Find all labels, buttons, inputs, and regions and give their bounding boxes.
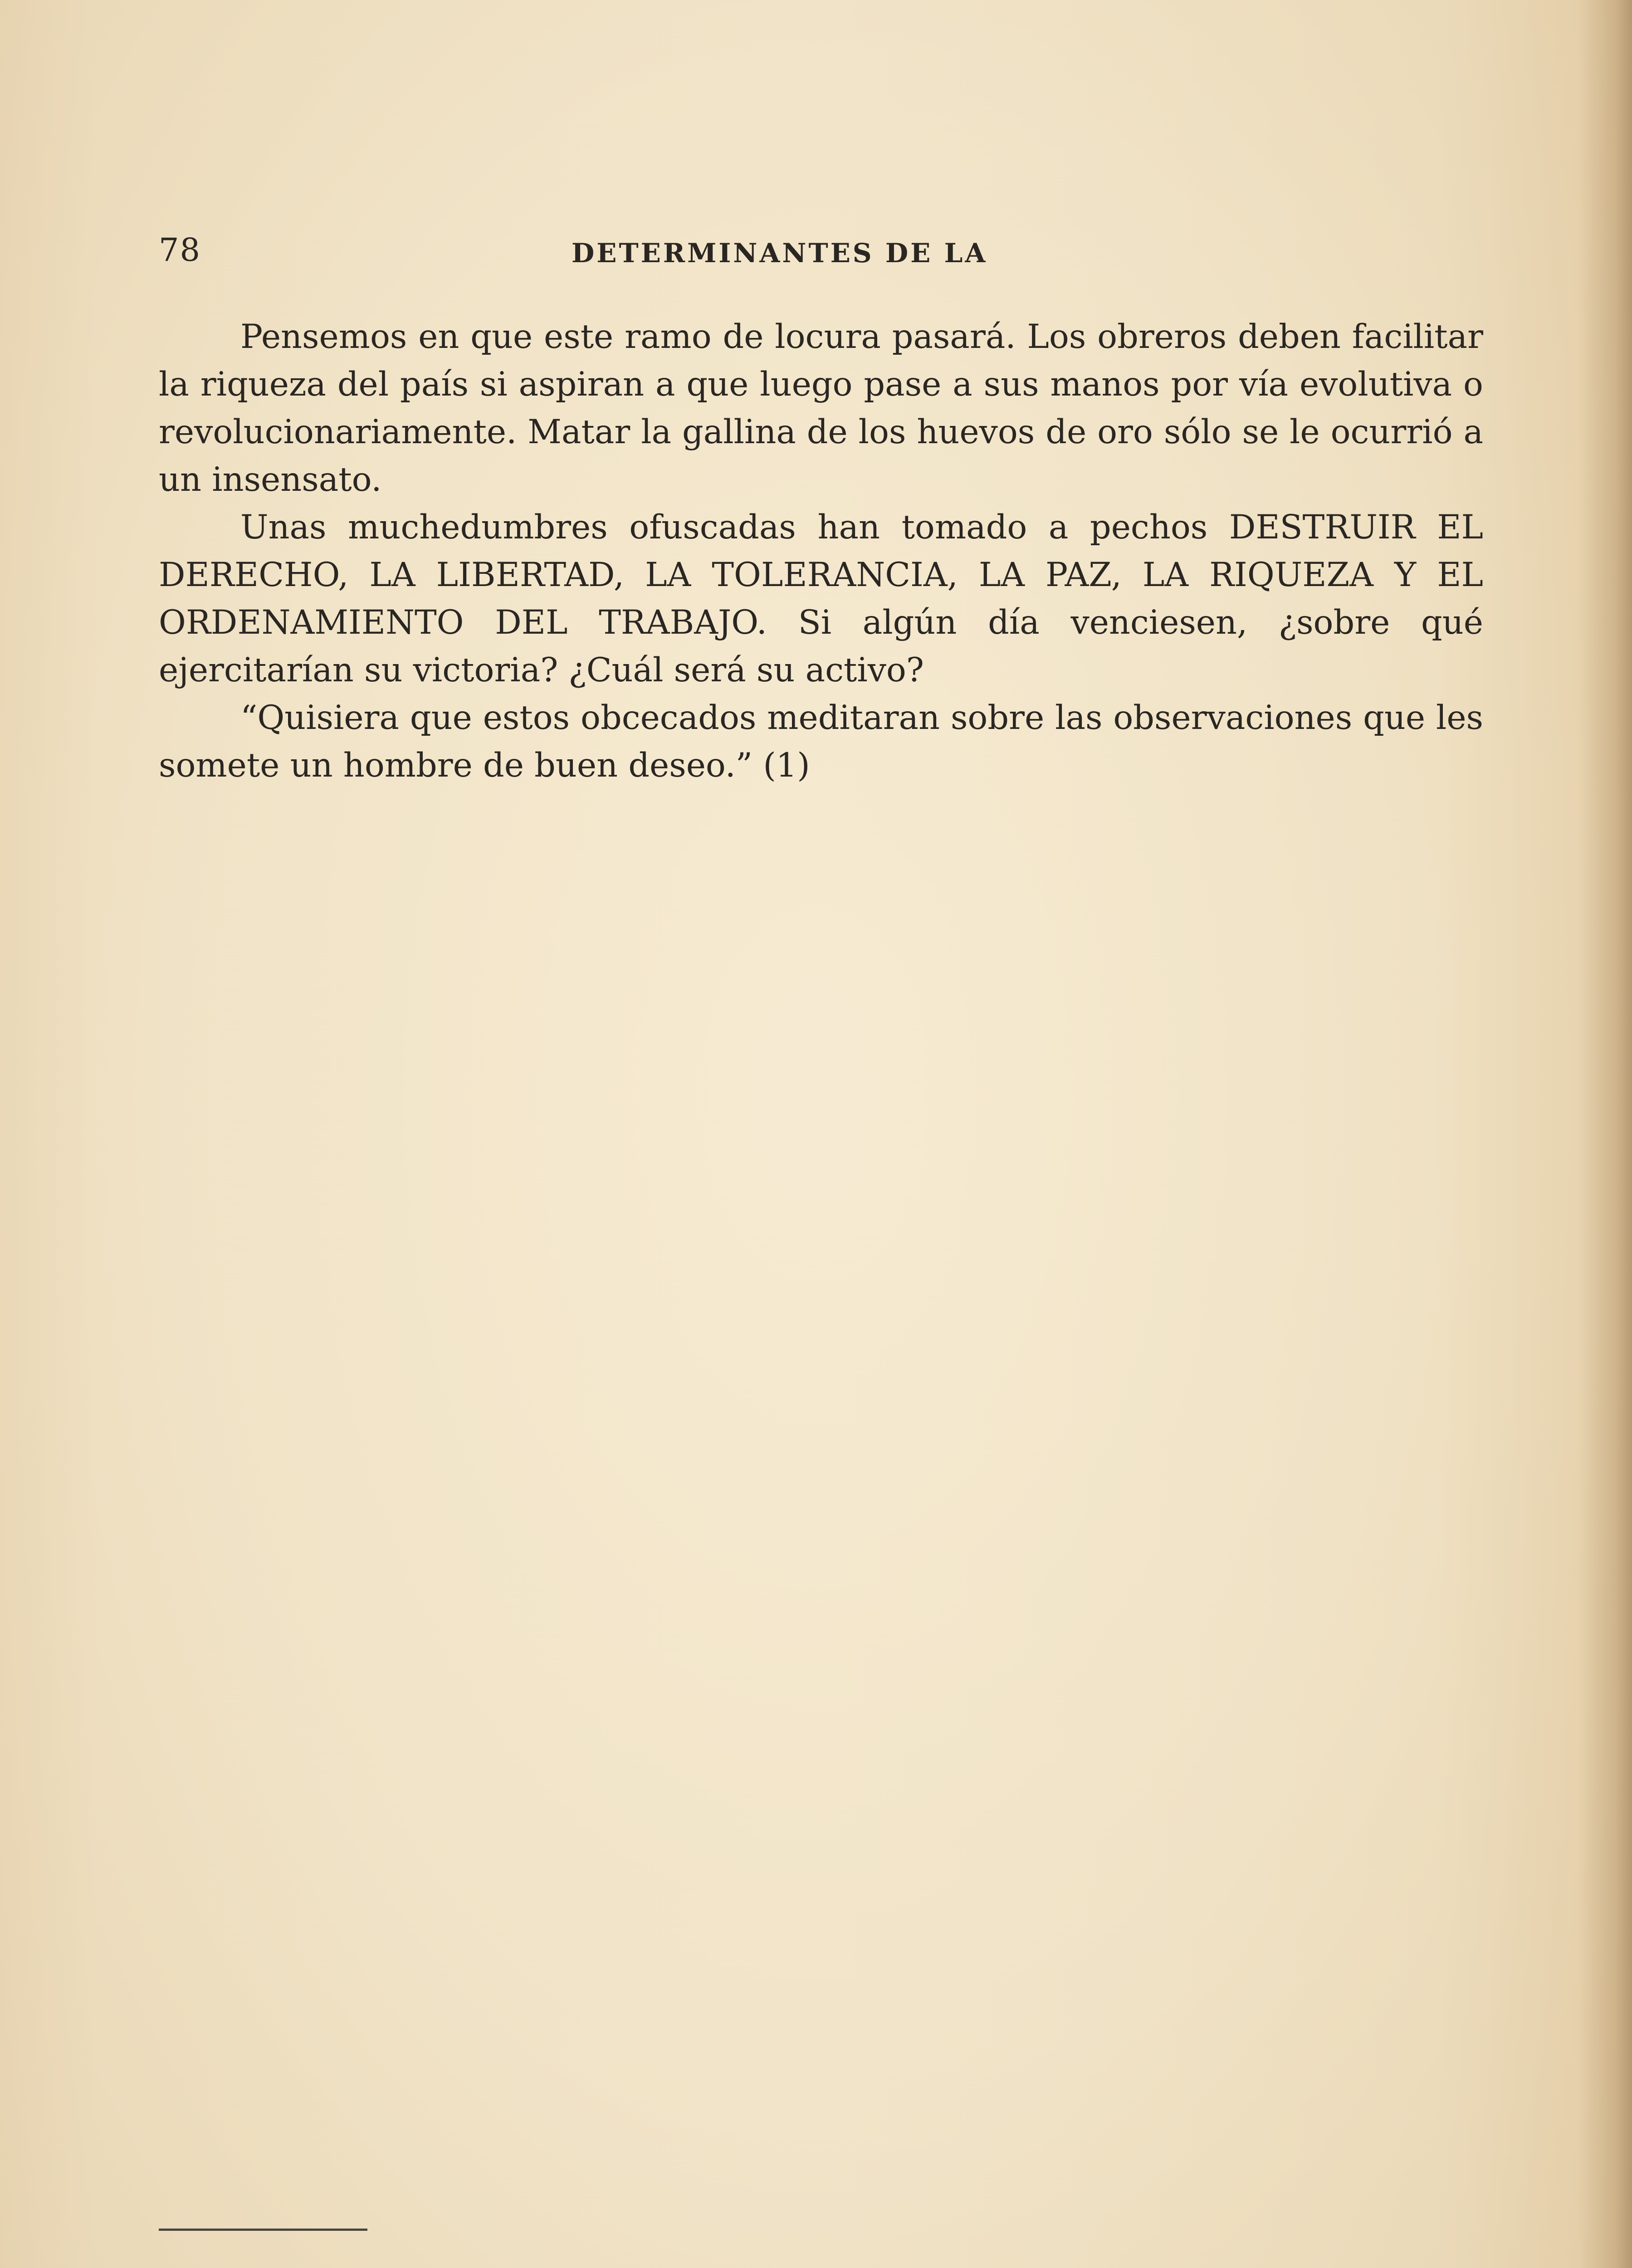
paragraph-2: Unas muchedumbres ofuscadas han tomado a pechos DESTRUIR EL DERECHO, LA LIBERTAD, LA TOLERANCIA, LA PAZ, LA RIQUEZA Y EL ORDENAMIENTO DEL TRABAJO. Si algún día venciesen, ¿sobre qué ejercitarían su victoria? ¿Cuál será su activo?	[159, 508, 1483, 689]
body-text	[159, 313, 1483, 789]
page-number: 78	[159, 231, 201, 269]
page-edge-shadow	[1578, 0, 1632, 2268]
running-head	[159, 231, 1483, 277]
paragraph-3: “Quisiera que estos obcecados meditaran sobre las observaciones que les somete un hombre de buen deseo.” (1)	[159, 699, 1483, 785]
paragraph-1: Pensemos en que este ramo de locura pasará. Los obreros deben facilitar la riqueza del país si aspiran a que luego pase a sus manos por vía evolutiva o revolucionariamente. Matar la gallina de los huevos de oro sólo se le ocurrió a un insensato.	[159, 318, 1483, 499]
footnote-divider	[159, 2229, 367, 2231]
running-head-title: DETERMINANTES DE LA	[572, 238, 988, 269]
